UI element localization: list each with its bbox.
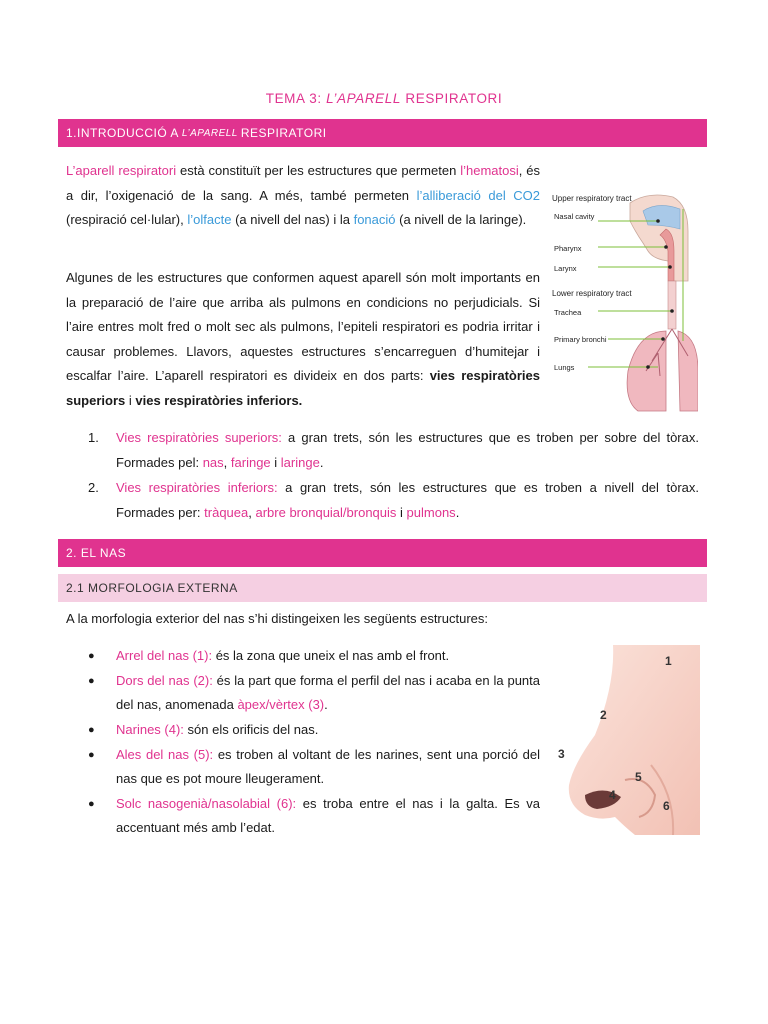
section-heading-introduccio: 1.INTRODUCCIÓ A L’APARELL RESPIRATORI [58, 119, 707, 147]
nose-figure [555, 645, 700, 835]
label-lungs: Lungs [554, 363, 575, 372]
list-item: ● Arrel del nas (1): és la zona que uneix el nas amb el front. [88, 648, 450, 663]
page-title: TEMA 3: L’APARELL RESPIRATORI [265, 91, 503, 106]
label-trachea: Trachea [554, 308, 582, 317]
list-item: ● Narines (4): són els orificis del nas. [88, 722, 319, 737]
nose-structures-list [88, 644, 540, 841]
label-nasal-cavity: Nasal cavity [554, 212, 595, 221]
list-item: ● Dors del nas (2): és la part que forma el perfil del nas i acaba en la punta del nas, anomenada àpex/vèrtex (3). [88, 673, 540, 712]
nose-label-2: 2 [600, 708, 607, 722]
nose-label-6: 6 [663, 799, 670, 813]
intro-paragraph: L’aparell respiratori està constituït per les estructures que permeten l’hematosi, és a dir, l’oxigenació de la sang. A més, també permeten l’alliberació del CO2 (respiració cel·lular), l’olfacte (a nivell del nas) i la fonació (a nivell de la laringe). [66, 163, 540, 227]
label-lower-tract: Lower respiratory tract [552, 289, 632, 298]
label-larynx: Larynx [554, 264, 577, 273]
nose-label-1: 1 [665, 654, 672, 668]
list-item: 1. Vies respiratòries superiors: a gran trets, són les estructures que es troben per sobre del tòrax. Formades pel: nas, faringe i laringe. [88, 430, 699, 470]
structures-paragraph: Algunes de les estructures que conformen aquest aparell són molt importants en la preparació de l’aire que arriba als pulmons en condicions no perjudicials. Si l’aire entres molt fred o molt sec als pulmons, l’epiteli respiratori es podria irritar i causar problemes. Llavors, aquestes estructures s’encarreguen d’humitejar i escalfar l’aire. L’aparell respiratori es divideix en dos parts: vies respiratòries superiors i vies respiratòries inferiors. [66, 270, 540, 408]
label-upper-tract: Upper respiratory tract [552, 194, 632, 203]
label-primary-bronchi: Primary bronchi [554, 335, 607, 344]
subsection-heading-morfologia: 2.1 MORFOLOGIA EXTERNA [58, 574, 707, 602]
airways-list [88, 426, 699, 526]
list-item: ● Solc nasogenià/nasolabial (6): es troba entre el nas i la galta. Es va accentuant més amb l’edat. [88, 796, 540, 835]
label-pharynx: Pharynx [554, 244, 582, 253]
nose-intro: A la morfologia exterior del nas s’hi distingeixen les següents estructures: [66, 611, 488, 626]
nose-label-4: 4 [609, 788, 616, 802]
respiratory-system-figure [548, 181, 698, 414]
nose-label-5: 5 [635, 770, 642, 784]
list-item: 2. Vies respiratòries inferiors: a gran trets, són les estructures que es troben a nivell del tòrax. Formades per: tràquea, arbre bronquial/bronquis i pulmons. [88, 480, 699, 520]
list-item: ● Ales del nas (5): es troben al voltant de les narines, sent una porció del nas que es pot moure lleugerament. [88, 747, 540, 786]
nose-label-3: 3 [558, 747, 565, 761]
section-heading-nas: 2. EL NAS [58, 539, 707, 567]
